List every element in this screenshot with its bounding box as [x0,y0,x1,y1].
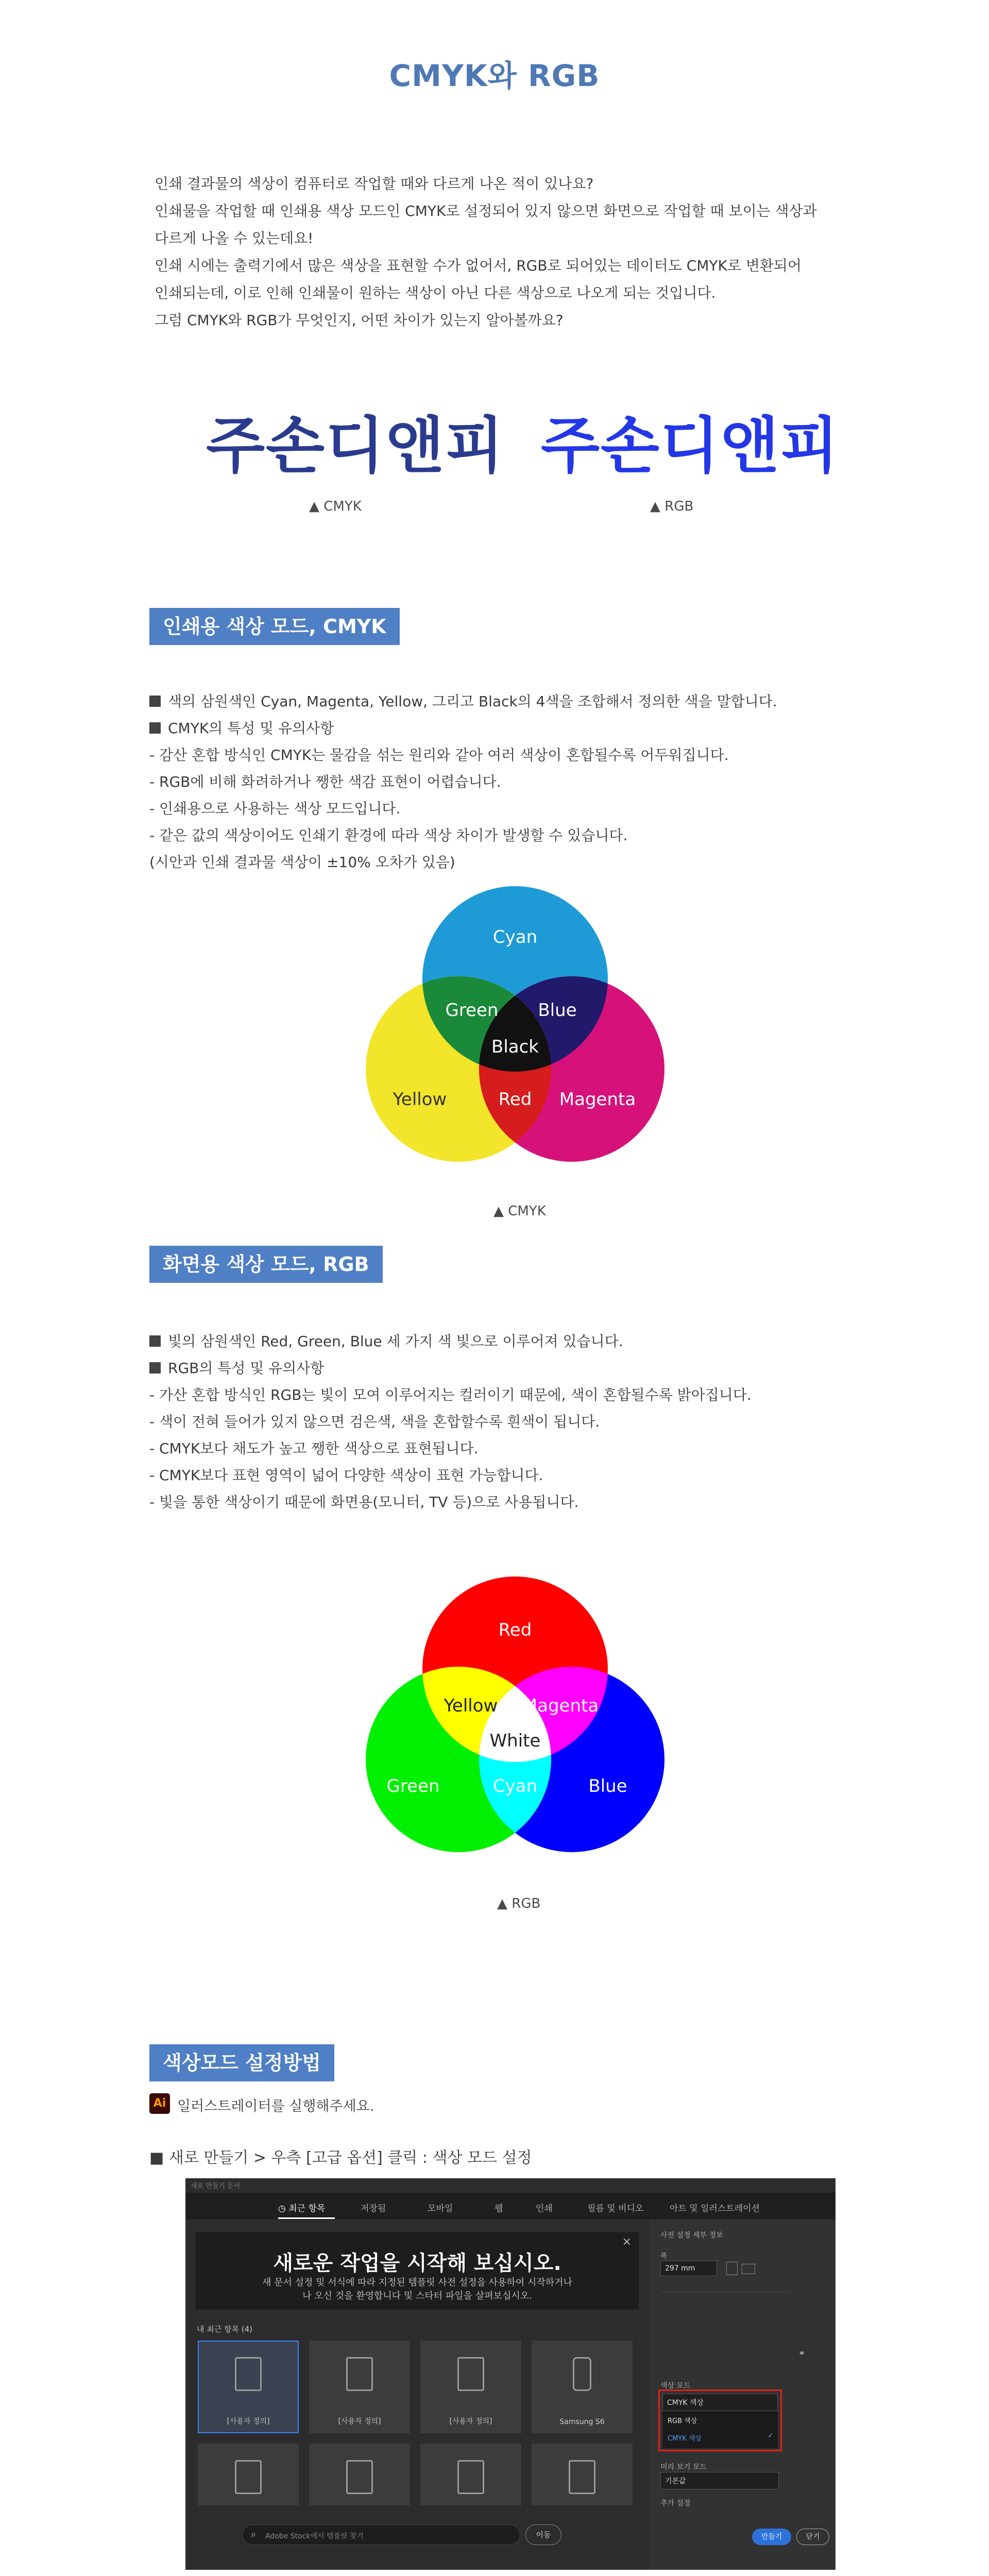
section-badge-cmyk: 인쇄용 색상 모드, CMYK [149,608,400,645]
venn-label-cyan: Cyan [492,1776,538,1797]
preview-mode-select[interactable]: 기본값 [660,2472,779,2489]
preview-mode-label: 미리 보기 모드 [660,2463,707,2471]
caption-cmyk: ▲ CMYK [309,499,362,514]
rgb-venn-diagram [355,1577,675,1896]
document-icon [346,2460,373,2494]
desc-line: - RGB에 비해 화려하거나 쨍한 색감 표현이 어렵습니다. [149,773,501,790]
venn-label-yellow: Yellow [444,1696,498,1716]
venn-label-green: Green [386,1776,440,1797]
recent-tile[interactable] [420,2444,521,2505]
intro-line: 인쇄 결과물의 색상이 컴퓨터로 작업할 때와 다르게 나온 적이 있나요? [155,175,594,192]
link-icon[interactable]: ⚭ [798,2348,806,2358]
venn-label-red: Red [498,1620,532,1640]
bullet-item: RGB의 특성 및 유의사항 [149,1355,871,1382]
tab-art-illustration[interactable]: 아트 및 일러스트레이션 [670,2204,760,2214]
recent-tile[interactable] [309,2444,410,2505]
square-bullet-icon [149,696,161,707]
rgb-description [149,1328,871,1516]
square-bullet-icon [149,722,161,734]
recent-tile[interactable]: [사용자 정의] [420,2341,521,2433]
illustrator-app-icon: Ai [149,2093,170,2114]
document-icon [235,2460,262,2494]
venn-label-red: Red [498,1089,532,1110]
dialog-window-title: 새로 만들기 문서 [191,2182,241,2190]
demo-text-cmyk: 주손디앤피 [206,410,505,481]
venn-label-blue: Blue [538,1000,577,1021]
demo-text-rgb: 주손디앤피 [541,410,840,481]
venn-label-green: Green [445,1000,499,1021]
welcome-banner [196,2232,639,2310]
bullet-item: 빛의 삼원색인 Red, Green, Blue 세 가지 색 빛으로 이루어져 있습니다. [149,1328,871,1355]
ai-instruction: 일러스트레이터를 실행해주세요. [177,2098,374,2114]
venn-label-yellow: Yellow [393,1089,447,1110]
section-badge-rgb: 화면용 색상 모드, RGB [149,1246,383,1283]
venn-label-white: White [489,1731,541,1751]
close-icon[interactable]: × [622,2235,632,2248]
new-document-dialog [185,2178,835,2570]
color-mode-select[interactable]: CMYK 색상 [662,2394,778,2411]
search-icon: ⌕ [251,2529,257,2540]
tab-web[interactable]: 웹 [494,2204,503,2214]
intro-line: 인쇄되는데, 이로 인해 인쇄물이 원하는 색상이 아닌 다른 색상으로 나오게 되는 것입니다. [155,284,716,301]
checkmark-icon: ✓ [768,2432,774,2440]
document-icon [457,2460,484,2494]
recent-tile[interactable]: [사용자 정의] [309,2341,410,2433]
document-icon [346,2357,373,2391]
color-mode-dropdown [662,2411,778,2448]
welcome-heading: 새로운 작업을 시작해 보십시오. [273,2251,561,2275]
preset-details-panel [649,2219,835,2570]
option-cmyk[interactable]: CMYK 색상 [668,2435,702,2443]
tab-recent[interactable]: ◷ 최근 항목 [278,2204,326,2214]
venn-label-magenta: Magenta [559,1089,636,1110]
landscape-icon[interactable] [742,2264,755,2274]
desc-line: - 가산 혼합 방식인 RGB는 빛이 모여 이루어지는 컬러이기 때문에, 색이 혼합될수록 밝아집니다. [149,1386,752,1403]
search-go-button[interactable]: 이동 [525,2524,561,2545]
recent-tile[interactable] [532,2444,633,2505]
document-icon [457,2357,484,2391]
color-mode-label: 색상 모드 [660,2382,691,2390]
portrait-icon[interactable] [726,2262,738,2275]
tab-saved[interactable]: 저장됨 [361,2204,386,2214]
step1-heading: ■ 새로 만들기 > 우측 [고급 옵션] 클릭 : 색상 모드 설정 [149,2149,532,2167]
desc-line: - 인쇄용으로 사용하는 색상 모드입니다. [149,800,401,817]
cmyk-description [149,688,871,876]
desc-line: - 색이 전혀 들어가 있지 않으면 검은색, 색을 혼합할수록 흰색이 됩니다. [149,1413,600,1430]
desc-line: - 같은 값의 색상이어도 인쇄기 환경에 따라 색상 차이가 발생할 수 있습니다. [149,827,628,844]
desc-line: - CMYK보다 표현 영역이 넓어 다양한 색상이 표현 가능합니다. [149,1467,543,1484]
square-bullet-icon [149,1335,161,1347]
create-button[interactable]: 만들기 [752,2529,791,2545]
width-label: 폭 [660,2252,668,2260]
caption-rgb: ▲ RGB [650,499,694,514]
tab-film-video[interactable]: 필름 및 비디오 [587,2204,644,2214]
recent-tile[interactable] [198,2444,299,2505]
intro-line: 인쇄 시에는 출력기에서 많은 색상을 표현할 수가 없어서, RGB로 되어있는 데이터도 CMYK로 변환되어 [155,257,802,274]
welcome-sub2: 나 오신 것을 환영합니다 및 스타터 파일을 살펴보십시오. [302,2291,532,2301]
caption-rgb-venn: ▲ RGB [497,1896,541,1911]
desc-line: - CMYK보다 채도가 높고 쨍한 색상으로 표현됩니다. [149,1440,479,1457]
venn-label-cyan: Cyan [492,927,538,947]
panel-title: 사전 설정 세부 정보 [660,2231,723,2240]
cmyk-venn-diagram [355,886,675,1206]
bleed-fields [660,2292,789,2323]
tab-active-indicator [278,2217,335,2219]
recent-tile[interactable]: Samsung S6 [532,2341,633,2433]
page-title: CMYK와 RGB [389,58,600,93]
intro-line: 다르게 나올 수 있는데요! [155,230,314,247]
bullet-item: 색의 삼원색인 Cyan, Magenta, Yellow, 그리고 Black의 4색을 조합해서 정의한 색을 말합니다. [149,688,871,715]
intro-text [155,170,876,334]
venn-label-magenta: Magenta [522,1696,599,1716]
more-settings-button[interactable]: 추가 설정 [660,2499,691,2507]
option-rgb[interactable]: RGB 색상 [668,2417,697,2425]
tab-mobile[interactable]: 모바일 [428,2204,453,2214]
bullet-item: CMYK의 특성 및 유의사항 [149,715,871,742]
stock-search-input[interactable] [242,2524,520,2545]
recent-label: 내 최근 항목 (4) [197,2325,253,2334]
desc-line: - 빛을 통한 색상이기 때문에 화면용(모니터, TV 등)으로 사용됩니다. [149,1494,579,1511]
welcome-sub1: 새 문서 설정 및 서식에 따라 지정된 템플릿 사전 설정을 사용하여 시작하거나 [262,2277,572,2288]
venn-label-black: Black [491,1037,539,1057]
intro-line: 인쇄물을 작업할 때 인쇄용 색상 모드인 CMYK로 설정되어 있지 않으면 화면으로 작업할 때 보이는 색상과 [155,202,817,219]
intro-line: 그럼 CMYK와 RGB가 무엇인지, 어떤 차이가 있는지 알아볼까요? [155,312,564,329]
recent-tile[interactable]: [사용자 정의] [198,2341,299,2433]
document-icon [235,2357,262,2391]
tab-print[interactable]: 인쇄 [536,2204,553,2214]
caption-cmyk-venn: ▲ CMYK [493,1204,546,1219]
close-button[interactable]: 닫기 [796,2529,829,2545]
section-badge-settings: 색상모드 설정방법 [149,2044,334,2081]
square-bullet-icon [149,1362,161,1374]
desc-line: (시안과 인쇄 결과물 색상이 ±10% 오차가 있음) [149,854,455,871]
search-placeholder: Adobe Stock에서 템플릿 찾기 [265,2532,364,2540]
clock-icon: ◷ [278,2204,289,2214]
venn-label-blue: Blue [588,1776,627,1797]
document-icon [569,2460,595,2494]
width-field[interactable]: 297 mm [660,2261,717,2276]
desc-line: - 감산 혼합 방식인 CMYK는 물감을 섞는 원리와 같아 여러 색상이 혼합될수록 어두워집니다. [149,747,729,764]
phone-icon [573,2357,591,2391]
